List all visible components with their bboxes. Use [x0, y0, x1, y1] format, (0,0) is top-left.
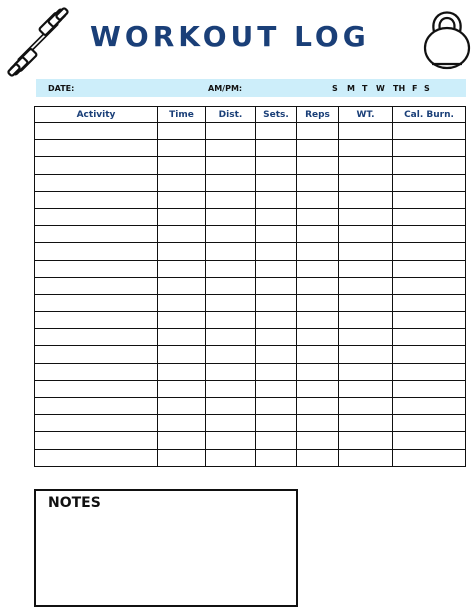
table-cell[interactable]: [393, 415, 466, 432]
table-cell[interactable]: [35, 415, 158, 432]
table-cell[interactable]: [256, 140, 297, 157]
table-cell[interactable]: [339, 226, 393, 243]
workout-log-table: [34, 106, 466, 467]
table-cell[interactable]: [158, 123, 206, 140]
table-body: [35, 123, 466, 467]
table-cell[interactable]: [339, 123, 393, 140]
table-cell[interactable]: [297, 277, 339, 294]
table-cell[interactable]: [393, 329, 466, 346]
table-cell[interactable]: [206, 449, 256, 466]
table-cell[interactable]: [158, 294, 206, 311]
table-cell[interactable]: [297, 174, 339, 191]
table-cell[interactable]: [206, 415, 256, 432]
table-cell[interactable]: [35, 329, 158, 346]
table-cell[interactable]: [339, 191, 393, 208]
table-cell[interactable]: [339, 140, 393, 157]
table-cell[interactable]: [206, 208, 256, 225]
table-cell[interactable]: [393, 260, 466, 277]
table-cell[interactable]: [339, 277, 393, 294]
table-row: [35, 208, 466, 225]
table-cell[interactable]: [297, 260, 339, 277]
table-header-row: [35, 107, 466, 123]
table-cell[interactable]: [35, 260, 158, 277]
table-row: [35, 415, 466, 432]
table-cell[interactable]: [35, 432, 158, 449]
table-cell[interactable]: [35, 363, 158, 380]
table-row: [35, 398, 466, 415]
table-cell[interactable]: [158, 346, 206, 363]
table-cell[interactable]: [35, 380, 158, 397]
table-cell[interactable]: [35, 312, 158, 329]
table-cell[interactable]: [206, 157, 256, 174]
table-cell[interactable]: [297, 415, 339, 432]
table-cell[interactable]: [158, 226, 206, 243]
table-row: [35, 449, 466, 466]
table-cell[interactable]: [339, 294, 393, 311]
table-cell[interactable]: [256, 260, 297, 277]
table-cell[interactable]: [297, 140, 339, 157]
table-cell[interactable]: [158, 157, 206, 174]
table-cell[interactable]: [339, 415, 393, 432]
table-row: [35, 174, 466, 191]
table-cell[interactable]: [256, 294, 297, 311]
table-cell[interactable]: [339, 260, 393, 277]
table-cell[interactable]: [35, 157, 158, 174]
table-row: [35, 346, 466, 363]
table-cell[interactable]: [206, 312, 256, 329]
table-row: [35, 312, 466, 329]
table-cell[interactable]: [158, 312, 206, 329]
table-cell[interactable]: [256, 449, 297, 466]
table-cell[interactable]: [35, 243, 158, 260]
table-cell[interactable]: [339, 157, 393, 174]
day-label: S: [332, 84, 338, 93]
table-cell[interactable]: [297, 123, 339, 140]
table-cell[interactable]: [393, 398, 466, 415]
column-header-time: Time: [158, 107, 206, 123]
table-cell[interactable]: [393, 191, 466, 208]
table-cell[interactable]: [256, 329, 297, 346]
table-cell[interactable]: [158, 208, 206, 225]
table-cell[interactable]: [206, 260, 256, 277]
table-row: [35, 123, 466, 140]
table-cell[interactable]: [393, 226, 466, 243]
page-title: WORKOUT LOG: [90, 20, 370, 53]
column-header-reps: Reps: [297, 107, 339, 123]
table-cell[interactable]: [256, 432, 297, 449]
table-cell[interactable]: [35, 208, 158, 225]
table-cell[interactable]: [256, 123, 297, 140]
column-header-sets: Sets.: [256, 107, 297, 123]
table-cell[interactable]: [339, 243, 393, 260]
table-row: [35, 191, 466, 208]
table-row: [35, 432, 466, 449]
table-cell[interactable]: [158, 449, 206, 466]
table-cell[interactable]: [206, 363, 256, 380]
day-label: S: [424, 84, 430, 93]
table-cell[interactable]: [256, 398, 297, 415]
table-cell[interactable]: [339, 329, 393, 346]
date-label: DATE:: [48, 84, 75, 93]
table-cell[interactable]: [35, 191, 158, 208]
notes-label: NOTES: [48, 495, 101, 511]
table-cell[interactable]: [297, 398, 339, 415]
table-cell[interactable]: [256, 312, 297, 329]
table-cell[interactable]: [393, 140, 466, 157]
table-cell[interactable]: [35, 346, 158, 363]
table-cell[interactable]: [393, 294, 466, 311]
table-cell[interactable]: [206, 329, 256, 346]
table-row: [35, 277, 466, 294]
table-cell[interactable]: [256, 243, 297, 260]
table-cell[interactable]: [35, 226, 158, 243]
column-header-distance: Dist.: [206, 107, 256, 123]
table-cell[interactable]: [256, 363, 297, 380]
table-cell[interactable]: [206, 277, 256, 294]
kettlebell-icon: [420, 2, 474, 70]
table-cell[interactable]: [158, 191, 206, 208]
day-label: F: [412, 84, 418, 93]
table-cell[interactable]: [35, 140, 158, 157]
table-cell[interactable]: [297, 208, 339, 225]
table-row: [35, 380, 466, 397]
table-cell[interactable]: [393, 432, 466, 449]
table-cell[interactable]: [158, 260, 206, 277]
table-cell[interactable]: [393, 380, 466, 397]
table-cell[interactable]: [297, 432, 339, 449]
table-cell[interactable]: [256, 191, 297, 208]
table-cell[interactable]: [206, 398, 256, 415]
info-bar: [36, 79, 466, 97]
table-cell[interactable]: [339, 363, 393, 380]
table-cell[interactable]: [256, 157, 297, 174]
column-header-activity: Activity: [35, 107, 158, 123]
table-cell[interactable]: [158, 432, 206, 449]
table-cell[interactable]: [206, 243, 256, 260]
table-cell[interactable]: [393, 243, 466, 260]
table-cell[interactable]: [206, 226, 256, 243]
table-cell[interactable]: [35, 398, 158, 415]
table-cell[interactable]: [35, 449, 158, 466]
table-cell[interactable]: [158, 140, 206, 157]
table-row: [35, 363, 466, 380]
table-cell[interactable]: [297, 329, 339, 346]
table-cell[interactable]: [158, 243, 206, 260]
table-cell[interactable]: [339, 432, 393, 449]
table-cell[interactable]: [393, 346, 466, 363]
table-cell[interactable]: [297, 191, 339, 208]
table-cell[interactable]: [393, 157, 466, 174]
ampm-label: AM/PM:: [208, 84, 243, 93]
table-row: [35, 226, 466, 243]
notes-box[interactable]: [34, 489, 298, 607]
table-cell[interactable]: [339, 380, 393, 397]
table-cell[interactable]: [35, 123, 158, 140]
table-cell[interactable]: [206, 432, 256, 449]
table-cell[interactable]: [297, 294, 339, 311]
table-cell[interactable]: [158, 277, 206, 294]
table-row: [35, 243, 466, 260]
table-cell[interactable]: [297, 346, 339, 363]
table-cell[interactable]: [158, 415, 206, 432]
table-cell[interactable]: [297, 449, 339, 466]
table-cell[interactable]: [35, 294, 158, 311]
table-cell[interactable]: [393, 208, 466, 225]
table-cell[interactable]: [297, 243, 339, 260]
table-cell[interactable]: [297, 226, 339, 243]
table-cell[interactable]: [339, 174, 393, 191]
table-cell[interactable]: [297, 380, 339, 397]
table-row: [35, 260, 466, 277]
table-row: [35, 329, 466, 346]
table-cell[interactable]: [297, 363, 339, 380]
day-label: M: [347, 84, 355, 93]
table-cell[interactable]: [206, 174, 256, 191]
table-row: [35, 157, 466, 174]
table-row: [35, 294, 466, 311]
table-cell[interactable]: [158, 363, 206, 380]
table-cell[interactable]: [256, 208, 297, 225]
day-label: T: [362, 84, 368, 93]
table-cell[interactable]: [393, 449, 466, 466]
table-cell[interactable]: [35, 174, 158, 191]
table-row: [35, 140, 466, 157]
table-cell[interactable]: [339, 312, 393, 329]
table-cell[interactable]: [206, 140, 256, 157]
day-label: W: [376, 84, 385, 93]
table-cell[interactable]: [297, 157, 339, 174]
table-cell[interactable]: [256, 380, 297, 397]
table-cell[interactable]: [206, 380, 256, 397]
column-header-calories-burned: Cal. Burn.: [393, 107, 466, 123]
table-cell[interactable]: [158, 398, 206, 415]
table-cell[interactable]: [297, 312, 339, 329]
table-cell[interactable]: [393, 277, 466, 294]
table-cell[interactable]: [339, 208, 393, 225]
table-cell[interactable]: [393, 123, 466, 140]
table-cell[interactable]: [339, 346, 393, 363]
table-cell[interactable]: [206, 123, 256, 140]
day-label: TH: [393, 84, 406, 93]
table-cell[interactable]: [256, 346, 297, 363]
table-cell[interactable]: [206, 191, 256, 208]
column-header-weight: WT.: [339, 107, 393, 123]
table-cell[interactable]: [339, 449, 393, 466]
table-cell[interactable]: [158, 380, 206, 397]
table-cell[interactable]: [256, 277, 297, 294]
table-cell[interactable]: [256, 174, 297, 191]
table-cell[interactable]: [339, 398, 393, 415]
dumbbell-icon: [2, 6, 74, 78]
table-cell[interactable]: [393, 363, 466, 380]
table-cell[interactable]: [158, 174, 206, 191]
table-cell[interactable]: [256, 226, 297, 243]
table-cell[interactable]: [158, 329, 206, 346]
table-cell[interactable]: [206, 346, 256, 363]
table-cell[interactable]: [206, 294, 256, 311]
table-cell[interactable]: [393, 174, 466, 191]
table-cell[interactable]: [256, 415, 297, 432]
table-cell[interactable]: [35, 277, 158, 294]
table-cell[interactable]: [393, 312, 466, 329]
